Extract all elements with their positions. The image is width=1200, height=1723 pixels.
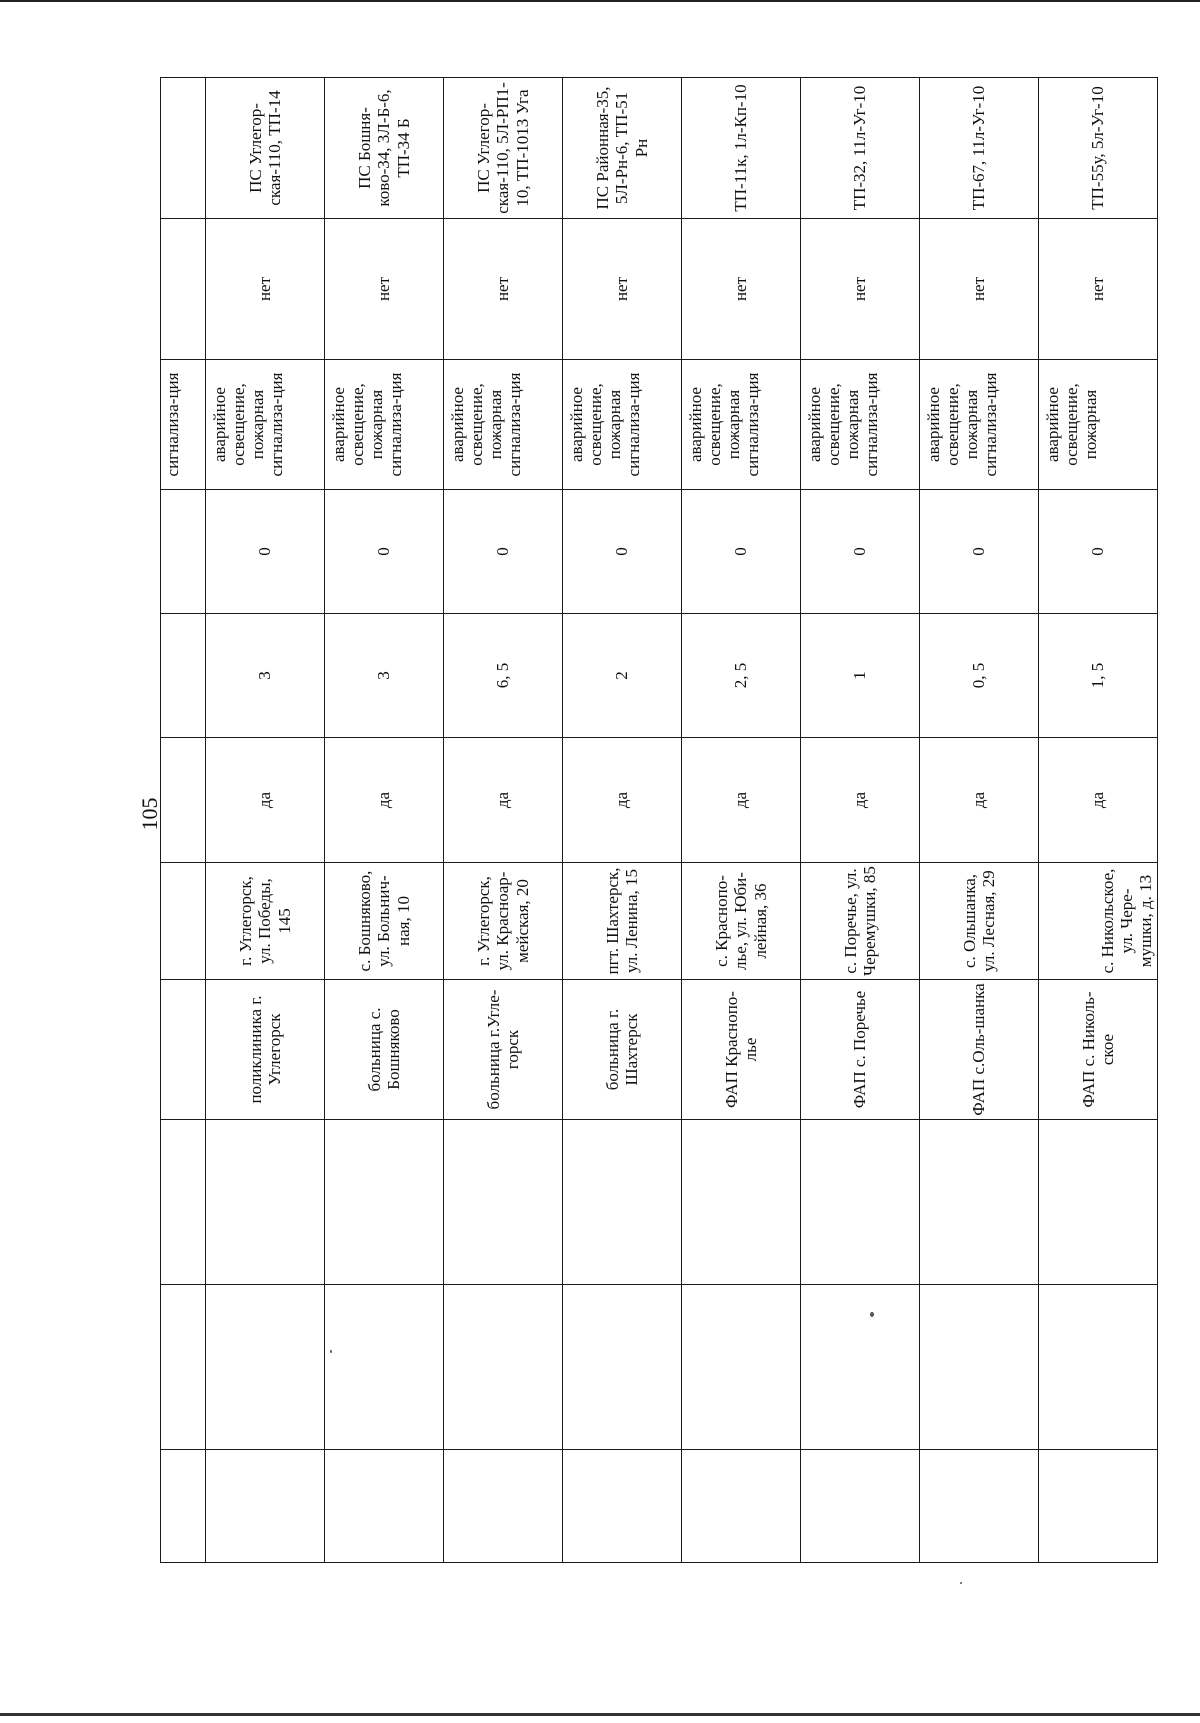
cell-object: ФАП с. Николь-ское bbox=[1039, 980, 1158, 1120]
cell-flag: да bbox=[801, 738, 920, 863]
cell-flag: да bbox=[682, 738, 801, 863]
cell-empty-2 bbox=[682, 1285, 801, 1450]
cell-address: с. Ольшанка, ул. Лесная, 29 bbox=[920, 863, 1039, 980]
table-cell bbox=[161, 490, 206, 614]
table-cell bbox=[161, 219, 206, 360]
cell-address: с. Бошняково, ул. Больнич-ная, 10 bbox=[325, 863, 444, 980]
cell-zero: 0 bbox=[801, 490, 920, 614]
cell-value: 6, 5 bbox=[444, 614, 563, 738]
cell-empty-3 bbox=[682, 1120, 801, 1285]
cell-source: ПС Районная-35, 5Л-Рн-6, ТП-51 Рн bbox=[563, 78, 682, 219]
cell-status: нет bbox=[206, 219, 325, 360]
cell-empty-2 bbox=[801, 1285, 920, 1450]
cell-status: нет bbox=[682, 219, 801, 360]
cell-object: поликлиника г. Углегорск bbox=[206, 980, 325, 1120]
cell-empty-1 bbox=[920, 1450, 1039, 1563]
table-cell bbox=[161, 980, 206, 1120]
table-row bbox=[682, 78, 801, 1563]
cell-status: нет bbox=[1039, 219, 1158, 360]
cell-zero: 0 bbox=[563, 490, 682, 614]
table-cell bbox=[161, 738, 206, 863]
rotated-table-container bbox=[160, 81, 1155, 1563]
cell-zero: 0 bbox=[444, 490, 563, 614]
table-row bbox=[1039, 78, 1158, 1563]
cell-empty-1 bbox=[682, 1450, 801, 1563]
cell-empty-2 bbox=[206, 1285, 325, 1450]
cell-empty-1 bbox=[206, 1450, 325, 1563]
cell-empty-1 bbox=[444, 1450, 563, 1563]
cell-signals: аварийное освещение, пожарная сигнализа-ция bbox=[325, 360, 444, 490]
cell-address: с. Поречье, ул. Черемушки, 85 bbox=[801, 863, 920, 980]
cell-value: 2 bbox=[563, 614, 682, 738]
cell-empty-1 bbox=[1039, 1450, 1158, 1563]
cell-source: ТП-11к, 1л-Кп-10 bbox=[682, 78, 801, 219]
cell-empty-1 bbox=[563, 1450, 682, 1563]
cell-source: ТП-67, 11л-Уг-10 bbox=[920, 78, 1039, 219]
data-table bbox=[160, 77, 1158, 1563]
cell-status: нет bbox=[801, 219, 920, 360]
cell-address: с. Никольское, ул. Чере-мушки, д. 13 bbox=[1039, 863, 1158, 980]
cell-zero: 0 bbox=[325, 490, 444, 614]
page-number: 105 bbox=[137, 797, 162, 831]
cell-empty-1 bbox=[325, 1450, 444, 1563]
table-cell bbox=[161, 1120, 206, 1285]
cell-empty-2 bbox=[325, 1285, 444, 1450]
cell-empty-3 bbox=[563, 1120, 682, 1285]
scan-speck bbox=[870, 1312, 874, 1317]
cell-signals: аварийное освещение, пожарная сигнализа-ция bbox=[682, 360, 801, 490]
cell-object: ФАП Краснопо-лье bbox=[682, 980, 801, 1120]
cell-object: больница г.Угле-горск bbox=[444, 980, 563, 1120]
cell-object: больница с. Бошняково bbox=[325, 980, 444, 1120]
table-row bbox=[325, 78, 444, 1563]
cell-flag: да bbox=[920, 738, 1039, 863]
cell-empty-2 bbox=[920, 1285, 1039, 1450]
cell-flag: да bbox=[563, 738, 682, 863]
cell-object: больница г. Шахтерск bbox=[563, 980, 682, 1120]
cell-source: ПС Бошня-ково-34, 3Л-Б-6, ТП-34 Б bbox=[325, 78, 444, 219]
cell-signals: аварийное освещение, пожарная сигнализа-ция bbox=[801, 360, 920, 490]
cell-empty-3 bbox=[801, 1120, 920, 1285]
table-cell bbox=[161, 1285, 206, 1450]
cell-source: ТП-32, 11л-Уг-10 bbox=[801, 78, 920, 219]
scan-edge-top bbox=[0, 0, 1200, 2]
cell-flag: да bbox=[1039, 738, 1158, 863]
cell-value: 2, 5 bbox=[682, 614, 801, 738]
cell-zero: 0 bbox=[206, 490, 325, 614]
cell-empty-2 bbox=[563, 1285, 682, 1450]
cell-signals: аварийное освещение, пожарная сигнализа-ция bbox=[563, 360, 682, 490]
cell-status: нет bbox=[920, 219, 1039, 360]
table-row bbox=[920, 78, 1039, 1563]
header-fragment-signals: сигнализа-ция bbox=[161, 360, 206, 490]
table-row bbox=[444, 78, 563, 1563]
scan-edge-bottom bbox=[0, 1713, 1200, 1716]
cell-value: 1, 5 bbox=[1039, 614, 1158, 738]
table-continuation-row bbox=[161, 78, 206, 1563]
cell-empty-3 bbox=[1039, 1120, 1158, 1285]
table-row bbox=[563, 78, 682, 1563]
table-cell bbox=[161, 78, 206, 219]
cell-signals: аварийное освещение, пожарная сигнализа-ция bbox=[920, 360, 1039, 490]
table-cell bbox=[161, 863, 206, 980]
cell-empty-3 bbox=[920, 1120, 1039, 1285]
cell-address: г. Углегорск, ул. Краснoар-мейская, 20 bbox=[444, 863, 563, 980]
cell-empty-3 bbox=[444, 1120, 563, 1285]
scan-speck bbox=[330, 1350, 332, 1353]
cell-object: ФАП с. Поречье bbox=[801, 980, 920, 1120]
cell-source: ПС Углегор-ская-110, ТП-14 bbox=[206, 78, 325, 219]
cell-status: нет bbox=[325, 219, 444, 360]
cell-empty-2 bbox=[444, 1285, 563, 1450]
cell-flag: да bbox=[325, 738, 444, 863]
cell-object: ФАП с.Оль-шанка bbox=[920, 980, 1039, 1120]
cell-status: нет bbox=[444, 219, 563, 360]
cell-zero: 0 bbox=[1039, 490, 1158, 614]
table-row bbox=[801, 78, 920, 1563]
cell-flag: да bbox=[444, 738, 563, 863]
table-row bbox=[206, 78, 325, 1563]
cell-value: 1 bbox=[801, 614, 920, 738]
table-cell bbox=[161, 1450, 206, 1563]
table-cell bbox=[161, 614, 206, 738]
cell-address: г. Углегорск, ул. Победы, 145 bbox=[206, 863, 325, 980]
cell-signals: аварийное освещение, пожарная bbox=[1039, 360, 1158, 490]
cell-empty-1 bbox=[801, 1450, 920, 1563]
cell-status: нет bbox=[563, 219, 682, 360]
cell-zero: 0 bbox=[920, 490, 1039, 614]
cell-empty-3 bbox=[325, 1120, 444, 1285]
cell-empty-2 bbox=[1039, 1285, 1158, 1450]
cell-signals: аварийное освещение, пожарная сигнализа-ция bbox=[206, 360, 325, 490]
cell-source: ТП-55у, 5л-Уг-10 bbox=[1039, 78, 1158, 219]
cell-value: 0, 5 bbox=[920, 614, 1039, 738]
cell-source: ПС Углегор-ская-110, 5Л-РП1-10, ТП-1013 Уга bbox=[444, 78, 563, 219]
cell-signals: аварийное освещение, пожарная сигнализа-ция bbox=[444, 360, 563, 490]
cell-zero: 0 bbox=[682, 490, 801, 614]
cell-value: 3 bbox=[206, 614, 325, 738]
cell-empty-3 bbox=[206, 1120, 325, 1285]
cell-address: пгт. Шахтерск, ул. Ленина, 15 bbox=[563, 863, 682, 980]
cell-value: 3 bbox=[325, 614, 444, 738]
cell-address: с. Краснопо-лье, ул. Юби-лейная, 36 bbox=[682, 863, 801, 980]
cell-flag: да bbox=[206, 738, 325, 863]
scan-speck bbox=[960, 1582, 962, 1584]
